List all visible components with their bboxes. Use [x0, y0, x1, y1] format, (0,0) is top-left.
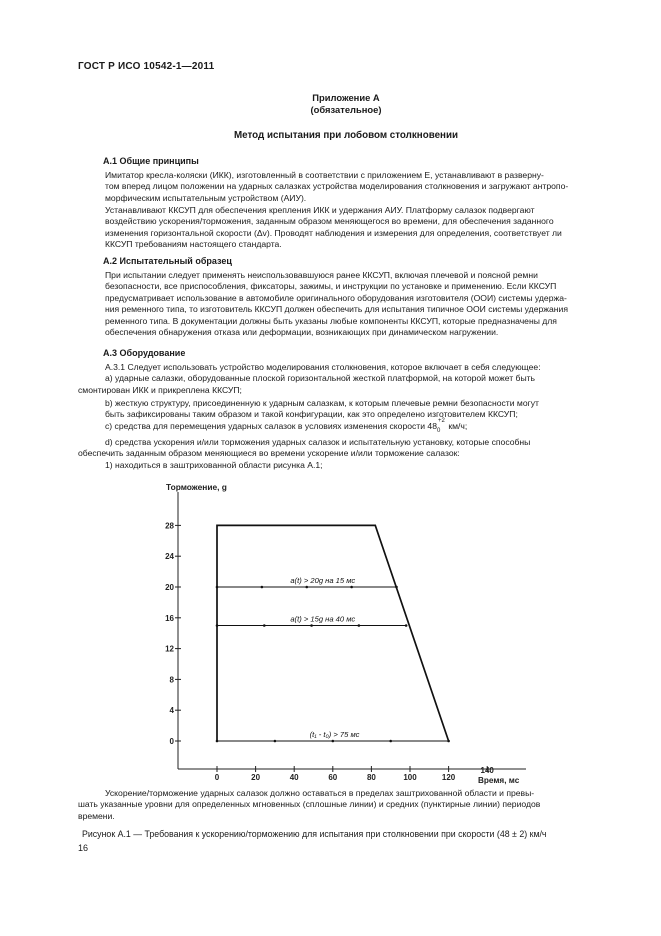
section-a1-paragraph-2: Устанавливают ККСУП для обеспечения крепления ИКК и удержания АИУ. Платформу салазок подвергают воздействию ускорения/торможения, заданным образом меняющегося во времени, для обеспечения заданного изменения горизонтальной скорости (Δv). Проводят наблюдения и измерения для определения, соответствует ли ККСУП требованиям настоящего стандарта. [105, 205, 562, 250]
x-tick-label: 0 [214, 773, 220, 782]
level-marker [274, 740, 277, 743]
annex-status: (обязательное) [310, 104, 382, 115]
chart-annotation: a(t) > 15g на 40 мс [290, 614, 356, 624]
x-tick-label: 20 [251, 773, 261, 782]
level-marker [447, 740, 450, 743]
item-d1: 1) находиться в заштрихованной области рисунка А.1; [105, 460, 323, 470]
level-marker [261, 586, 264, 589]
level-marker [405, 624, 408, 627]
level-marker [216, 624, 219, 627]
level-marker [263, 624, 266, 627]
y-tick-label: 0 [169, 737, 174, 746]
level-marker [216, 586, 219, 589]
x-tick-label: 100 [403, 773, 417, 782]
y-tick-label: 16 [165, 613, 174, 623]
item-b: b) жесткую структуру, присоединенную к ударным салазкам, к которым плечевые ремни безопасности могут быть зафиксированы таким образом и такой конфигурации, как это определено изготовителем ККСУП; [105, 398, 539, 420]
y-tick-label: 20 [165, 583, 174, 592]
y-tick-label: 4 [169, 706, 174, 716]
y-tick-label: 28 [165, 521, 174, 531]
chart-note: Ускорение/торможение ударных салазок должно оставаться в пределах заштрихованной области и превы- шать указанные уровни для определенных мгновенных (сплошные линии) и средних (пунктирные линии) периодов времени. [78, 788, 541, 821]
section-a1-heading: А.1 Общие принципы [103, 156, 199, 166]
level-marker [358, 624, 361, 627]
item-c: с) средства для перемещения ударных салазок в условиях изменения скорости 48 +2 0 км/ч; [105, 418, 468, 434]
item-d: d) средства ускорения и/или торможения ударных салазок и испытательную установку, которые способны обеспечить заданным образом меняющиеся во времени ускорение и/или торможение салазок: [78, 437, 531, 459]
level-marker [350, 586, 353, 589]
chart-annotation: (t₁ - t₀) > 75 мс [309, 730, 360, 739]
level-marker [216, 740, 219, 743]
page-number: 16 [78, 843, 89, 853]
level-marker [389, 740, 392, 743]
figure-a1-chart [0, 470, 661, 790]
y-tick-label: 8 [169, 675, 174, 685]
x-tick-label: 60 [328, 773, 338, 782]
figure-caption: Рисунок А.1 — Требования к ускорению/торможению для испытания при столкновении при скорости (48 ± 2) км/ч [82, 829, 547, 839]
annex-title: Приложение А [312, 92, 380, 103]
x-tick-label: 140 [480, 766, 494, 775]
level-marker [332, 740, 335, 743]
annex-heading: Метод испытания при лобовом столкновении [234, 130, 458, 141]
corridor-boundary-line [217, 525, 449, 741]
y-axis-title: Торможение, g [166, 482, 227, 492]
section-a2-heading: А.2 Испытательный образец [103, 256, 232, 266]
item-a-line-1: а) ударные салазки, оборудованные плоской горизонтальной жесткой платформой, на которой может быть [105, 373, 536, 384]
section-a3-heading: А.3 Оборудование [103, 348, 186, 358]
item-a-line-2: смонтирован ИКК и прикреплена ККСУП; [78, 384, 242, 395]
y-tick-label: 24 [165, 552, 174, 562]
x-axis-title: Время, мс [478, 776, 520, 785]
section-a3-intro: А.3.1 Следует использовать устройство моделирования столкновения, которое включает в себя следующее: а) ударные салазки, оборудованные плоской горизонтальной жесткой платформой, на которой может быть смонтирован ИКК и прикреплена ККСУП; [78, 362, 614, 396]
chart-annotation: a(t) > 20g на 15 мс [290, 576, 356, 585]
x-tick-label: 40 [289, 773, 299, 782]
level-marker [310, 624, 313, 627]
section-a1-paragraph-1: Имитатор кресла-коляски (ИКК), изготовленный в соответствии с приложением Е, устанавливают в разверну- том вперед лицом положении на ударных салазках устройства моделирования столкновения и загружают антропо- морфическим испытательным устройством (АИУ). [105, 170, 569, 203]
level-marker [395, 586, 398, 589]
y-tick-label: 12 [165, 644, 174, 654]
x-tick-label: 80 [366, 773, 376, 782]
section-a2-paragraph: При испытании следует применять неиспользовавшуюся ранее ККСУП, включая плечевой и поясной ремни безопасности, все приспособления, фиксаторы, зажимы, и инструкции по установке и применению. Если ККСУП предусматривает использование в автомобиле оригинального оборудования изготовителя (ООИ) системы удержа- ния ременного типа, то изготовитель ККСУП должен обеспечить для испытания типичное ООИ системы удержания ременного типа. В документации должны быть указаны любые компоненты ККСУП, которые предназначены для обеспечения обнаружения отказа или деформации, возникающих при динамическом нагружении. [105, 270, 568, 338]
standard-number: ГОСТ Р ИСО 10542-1—2011 [78, 61, 215, 72]
level-marker [305, 586, 308, 589]
x-tick-label: 120 [441, 773, 456, 782]
